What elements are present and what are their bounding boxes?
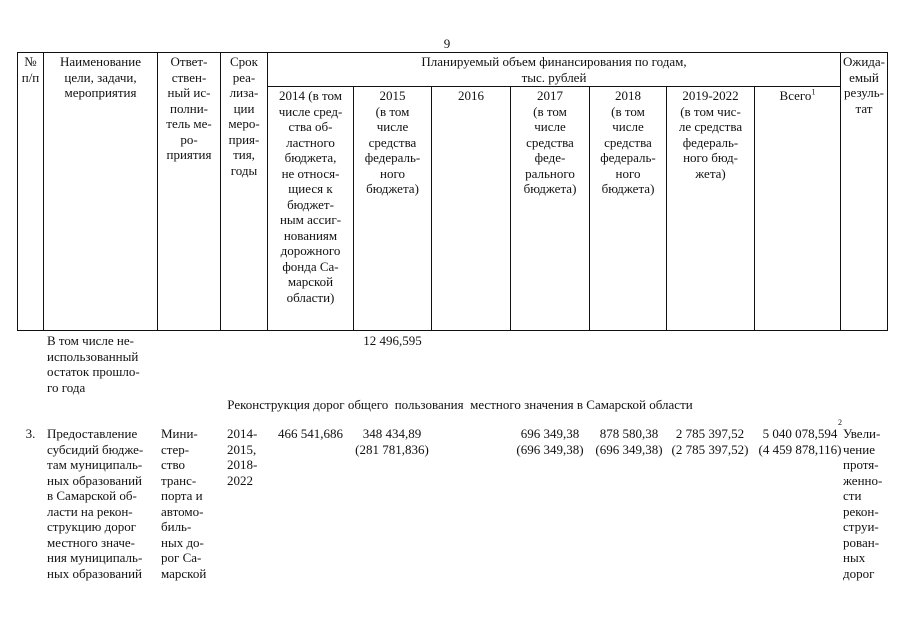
table-header-bottom-border — [17, 330, 888, 331]
row3-total-value: 5 040 078,594 (4 459 878,116) — [758, 426, 842, 457]
header-year-2019-2022: 2019-2022 (в том чис- ле средства федераль- ного бюд- жета) — [678, 88, 743, 181]
header-financing-title: Планируемый объем финансирования по годам, тыс. рублей — [421, 54, 687, 85]
header-total-footnote: 1 — [811, 87, 816, 97]
row3-term: 2014- 2015, 2018- 2022 — [227, 426, 258, 488]
header-year-2014: 2014 (в том числе сред- ства об- ластного бюджета, не относя- щиеся к бюджет- ным ассиг- нованиям дорожного фонда Са- марской области) — [278, 88, 343, 305]
header-result: Ожида- емый резуль- тат — [842, 54, 886, 116]
header-num: № п/п — [21, 54, 40, 85]
header-total — [755, 88, 840, 104]
header-responsible: Ответ- ствен- ный ис- полни- тель ме- ро- приятия — [166, 54, 212, 162]
unused-balance-value-2015: 12 496,595 — [363, 333, 422, 348]
row3-2018: 878 580,38 (696 349,38) — [595, 426, 663, 457]
col-border-0 — [17, 52, 18, 331]
header-year-2015: 2015 (в том числе средства федераль- ного бюджета) — [364, 88, 421, 196]
row3-total: 5 040 078,594 (4 459 878,116) 2 — [758, 418, 842, 457]
page-number: 9 — [443, 36, 451, 51]
row3-responsible: Мини- стер- ство транс- порта и автомо- биль- ных до- рог Са- марской — [161, 426, 207, 581]
row3-2017: 696 349,38 (696 349,38) — [516, 426, 584, 457]
row3-name: Предоставление субсидий бюдже- там муниципаль- ных образований в Самарской об- ласти на рекон- струкцию дорог местного значе- ния муниципаль- ных образований — [47, 426, 144, 581]
row3-2014: 466 541,686 — [278, 426, 343, 441]
header-term: Срок реа- лиза- ции меро- прия- тия, годы — [228, 54, 260, 178]
row3-2019-2022: 2 785 397,52 (2 785 397,52) — [671, 426, 749, 457]
col-border-10 — [754, 86, 755, 331]
col-border-12 — [887, 52, 888, 331]
header-name: Наименование цели, задачи, мероприятия — [60, 54, 141, 100]
row3-2015: 348 434,89 (281 781,836) — [355, 426, 429, 457]
section-title: Реконструкция дорог общего пользования местного значения в Самарской области — [227, 397, 693, 412]
unused-balance-label: В том числе не- использованный остаток прошло- го года — [47, 333, 140, 395]
table-top-border — [17, 52, 888, 53]
header-total-label: Всего — [779, 88, 812, 103]
header-year-2018: 2018 (в том числе средства федераль- ного бюджета) — [600, 88, 656, 196]
header-year-2016: 2016 — [458, 88, 484, 103]
col-border-6 — [431, 86, 432, 331]
row3-result: Увели- чение протя- женно- сти рекон- струи- рован- ных дорог — [843, 426, 883, 581]
header-year-2017: 2017 (в том числе средства феде- рального бюджета) — [523, 88, 577, 196]
row3-num: 3. — [25, 426, 36, 441]
